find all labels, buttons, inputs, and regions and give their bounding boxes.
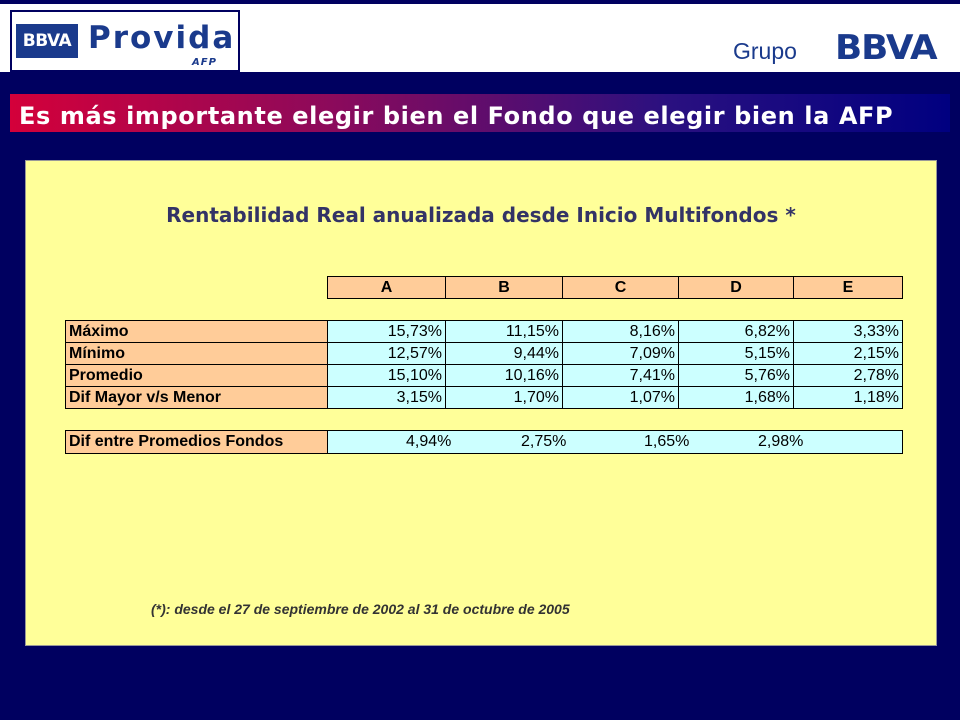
afp-wordmark: AFP xyxy=(192,57,217,68)
bbva-badge-logo: BBVA xyxy=(16,24,78,58)
table-cell: 6,82% xyxy=(679,321,794,343)
column-header-a: A xyxy=(328,277,446,299)
table-cell: 1,18% xyxy=(794,387,903,409)
table-cell: 7,41% xyxy=(563,365,679,387)
table-cell: 5,15% xyxy=(679,343,794,365)
column-header-d: D xyxy=(679,277,794,299)
table-cell: 2,78% xyxy=(794,365,903,387)
panel-title: Rentabilidad Real anualizada desde Inicio Multifondos * xyxy=(166,203,796,227)
table-cell: 7,09% xyxy=(563,343,679,365)
table-row xyxy=(66,387,903,409)
slide-title: Es más importante elegir bien el Fondo que elegir bien la AFP xyxy=(19,102,894,130)
provida-logo xyxy=(10,10,240,72)
diff-value-ab: 4,94% xyxy=(406,433,452,450)
diff-value-de: 2,98% xyxy=(758,433,804,450)
column-header-c: C xyxy=(563,277,679,299)
returns-table xyxy=(65,276,903,454)
table-cell: 8,16% xyxy=(563,321,679,343)
table-row xyxy=(66,365,903,387)
table-row xyxy=(66,343,903,365)
table-cell: 5,76% xyxy=(679,365,794,387)
table-row xyxy=(66,321,903,343)
table-header-row xyxy=(66,277,903,299)
diff-value-bc: 2,75% xyxy=(521,433,567,450)
row-label-promedio: Promedio xyxy=(66,365,328,387)
table-spacer-row xyxy=(66,409,903,431)
table-cell: 3,33% xyxy=(794,321,903,343)
table-cell: 1,07% xyxy=(563,387,679,409)
table-cell: 1,70% xyxy=(446,387,563,409)
table-cell: 10,16% xyxy=(446,365,563,387)
table-cell: 15,10% xyxy=(328,365,446,387)
diff-value-cd: 1,65% xyxy=(644,433,690,450)
table-row-diff-promedios xyxy=(66,431,903,454)
table-cell: 2,15% xyxy=(794,343,903,365)
column-header-b: B xyxy=(446,277,563,299)
row-label-dif-promedios: Dif entre Promedios Fondos xyxy=(66,431,328,454)
header-bar xyxy=(0,0,960,72)
grupo-label: Grupo xyxy=(733,38,797,64)
diff-values-cell xyxy=(328,431,903,454)
empty-corner-cell xyxy=(66,277,328,299)
table-cell: 12,57% xyxy=(328,343,446,365)
row-label-maximo: Máximo xyxy=(66,321,328,343)
column-header-e: E xyxy=(794,277,903,299)
row-label-dif-mayor-menor: Dif Mayor v/s Menor xyxy=(66,387,328,409)
footnote: (*): desde el 27 de septiembre de 2002 al 31 de octubre de 2005 xyxy=(151,601,570,617)
table-cell: 15,73% xyxy=(328,321,446,343)
table-cell: 11,15% xyxy=(446,321,563,343)
row-label-minimo: Mínimo xyxy=(66,343,328,365)
table-spacer-row xyxy=(66,299,903,321)
bbva-group-logo: BBVA xyxy=(835,28,937,68)
table-cell: 1,68% xyxy=(679,387,794,409)
table-cell: 9,44% xyxy=(446,343,563,365)
provida-wordmark: Provida xyxy=(88,20,236,56)
table-cell: 3,15% xyxy=(328,387,446,409)
diff-values-track xyxy=(328,431,902,453)
content-panel xyxy=(25,160,937,646)
